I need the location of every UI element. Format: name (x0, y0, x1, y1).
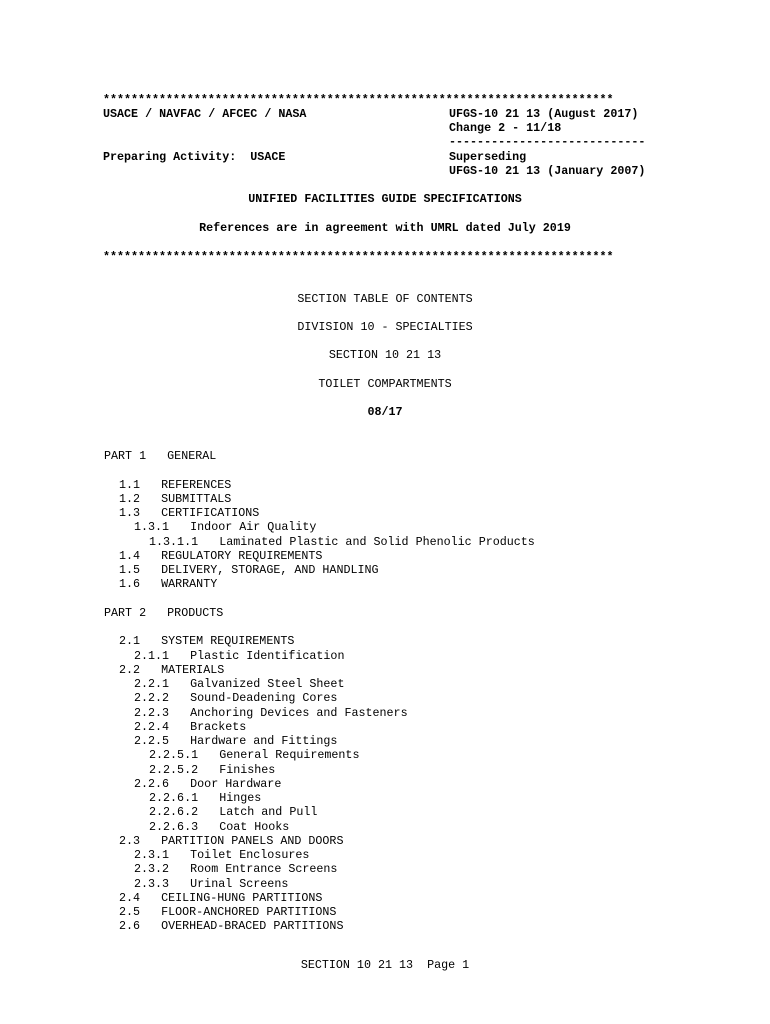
superseding-label: Superseding (449, 150, 527, 164)
section-date: 08/17 (367, 405, 403, 419)
toc-entry-number: 2.2.5.1 (149, 748, 199, 763)
toc-entry (134, 862, 337, 876)
toc-entry (149, 791, 261, 805)
toc-entry (119, 905, 336, 919)
toc-entry (134, 691, 337, 705)
toc-entry-number: 2.2.6.2 (149, 805, 199, 820)
toc-entry-number: 1.6 (119, 577, 141, 592)
toc-entry-number: 2.3.1 (134, 848, 170, 862)
toc-entry-number: 1.3.1.1 (149, 534, 199, 549)
toc-entry-number: 2.1 (119, 634, 141, 649)
toc-entry-title: Galvanized Steel Sheet (190, 677, 345, 691)
toc-entry-number: 2.6 (119, 919, 141, 934)
division-heading: DIVISION 10 - SPECIALTIES (297, 320, 473, 334)
change-notice: Change 2 - 11/18 (449, 121, 562, 135)
toc-entry-title: PARTITION PANELS AND DOORS (161, 833, 344, 848)
toc-entry-title: Door Hardware (190, 776, 282, 791)
references-note: References are in agreement with UMRL dated July 2019 (199, 221, 571, 235)
toc-entry (134, 649, 344, 663)
toc-entry (134, 877, 288, 891)
toc-entry (134, 520, 316, 534)
toc-entry (134, 734, 337, 748)
toc-entry-number: 2.3.2 (134, 862, 170, 877)
toc-entry-number: 1.1 (119, 477, 141, 492)
toc-entry-title: Hardware and Fittings (190, 734, 338, 748)
toc-entry (149, 535, 535, 549)
toc-entry-title: Hinges (219, 791, 262, 805)
toc-part-heading (104, 449, 216, 463)
toc-entry-number: 2.2.6.3 (149, 819, 199, 834)
toc-part-heading (104, 606, 223, 620)
toc-entry-title: Indoor Air Quality (190, 520, 317, 535)
top-asterisk-rule: ************************************************************************* (103, 93, 614, 107)
toc-entry-number: 2.3 (119, 833, 141, 848)
toc-entry-title: REGULATORY REQUIREMENTS (161, 548, 323, 563)
toc-entry (119, 891, 322, 905)
toc-entry-title: GENERAL (167, 449, 217, 463)
toc-entry (119, 478, 231, 492)
toc-entry-title: Brackets (190, 719, 247, 734)
superseded-identifier: UFGS-10 21 13 (January 2007) (449, 164, 646, 178)
preparing-activity: Preparing Activity: USACE (103, 150, 286, 164)
toc-entry-title: Laminated Plastic and Solid Phenolic Products (219, 534, 535, 549)
toc-entry-title: PRODUCTS (167, 605, 224, 620)
toc-entry-title: FLOOR-ANCHORED PARTITIONS (161, 905, 337, 919)
toc-entry (119, 634, 294, 648)
toc-entry (134, 720, 246, 734)
toc-entry-number: 2.2.6 (134, 776, 170, 791)
toc-entry-number: 1.3 (119, 506, 141, 520)
toc-entry (149, 763, 275, 777)
toc-entry-number: 1.3.1 (134, 520, 170, 535)
toc-entry-title: Plastic Identification (190, 648, 345, 663)
toc-entry-title: Room Entrance Screens (190, 862, 338, 877)
toc-entry (119, 663, 224, 677)
bottom-asterisk-rule: ************************************************************************* (103, 250, 614, 264)
toc-entry (119, 577, 217, 591)
toc-entry-number: 2.5 (119, 905, 141, 919)
toc-entry (134, 848, 309, 862)
toc-entry-title: Latch and Pull (219, 805, 318, 820)
toc-entry-number: 1.5 (119, 563, 141, 577)
toc-entry-number: PART 1 (104, 449, 147, 463)
toc-entry-number: 2.1.1 (134, 648, 170, 663)
toc-entry-title: Urinal Screens (190, 876, 289, 891)
toc-entry (119, 492, 231, 506)
toc-entry-title: Toilet Enclosures (190, 848, 310, 862)
toc-entry-title: Anchoring Devices and Fasteners (190, 705, 408, 720)
toc-entry-number: 2.4 (119, 890, 141, 905)
toc-entry-title: Sound-Deadening Cores (190, 691, 338, 706)
dash-rule: ---------------------------- (449, 135, 646, 149)
toc-entry-title: CEILING-HUNG PARTITIONS (161, 890, 323, 905)
page-footer: SECTION 10 21 13 Page 1 (300, 958, 470, 972)
toc-entry (134, 706, 408, 720)
section-toc-heading: SECTION TABLE OF CONTENTS (297, 292, 473, 306)
toc-entry (149, 820, 289, 834)
document-title: UNIFIED FACILITIES GUIDE SPECIFICATIONS (248, 192, 522, 206)
toc-entry (119, 834, 343, 848)
toc-entry (119, 506, 259, 520)
toc-entry-title: MATERIALS (161, 662, 225, 677)
toc-entry-number: 2.2 (119, 662, 141, 677)
toc-entry-number: 2.2.6.1 (149, 791, 199, 805)
toc-entry (149, 805, 317, 819)
toc-entry-number: 2.2.3 (134, 705, 170, 720)
toc-entry-number: 2.2.4 (134, 719, 170, 734)
toc-entry-title: SUBMITTALS (161, 491, 232, 506)
toc-entry (119, 549, 322, 563)
toc-entry (149, 748, 359, 762)
toc-entry-number: PART 2 (104, 605, 147, 620)
toc-entry-number: 1.4 (119, 548, 141, 563)
section-name: TOILET COMPARTMENTS (318, 377, 452, 391)
toc-entry-title: DELIVERY, STORAGE, AND HANDLING (161, 563, 379, 577)
toc-entry-title: Finishes (219, 762, 276, 777)
toc-entry-title: OVERHEAD-BRACED PARTITIONS (161, 919, 344, 934)
ufgs-identifier: UFGS-10 21 13 (August 2017) (449, 107, 639, 121)
toc-entry (134, 777, 281, 791)
toc-entry-title: CERTIFICATIONS (161, 506, 260, 520)
toc-entry-number: 2.2.5 (134, 734, 170, 748)
section-number: SECTION 10 21 13 (328, 348, 442, 362)
toc-entry-title: WARRANTY (161, 577, 218, 592)
toc-entry-number: 2.2.5.2 (149, 762, 199, 777)
toc-entry-number: 2.3.3 (134, 876, 170, 891)
toc-entry-title: Coat Hooks (219, 819, 290, 834)
toc-entry-title: REFERENCES (161, 477, 232, 492)
toc-entry-number: 2.2.2 (134, 691, 170, 706)
toc-entry-number: 2.2.1 (134, 677, 170, 691)
toc-entry (119, 919, 343, 933)
toc-entry (134, 677, 344, 691)
toc-entry-title: SYSTEM REQUIREMENTS (161, 634, 295, 649)
toc-entry-title: General Requirements (219, 748, 360, 763)
toc-entry (119, 563, 379, 577)
agency-list: USACE / NAVFAC / AFCEC / NASA (103, 107, 307, 121)
toc-entry-number: 1.2 (119, 491, 141, 506)
